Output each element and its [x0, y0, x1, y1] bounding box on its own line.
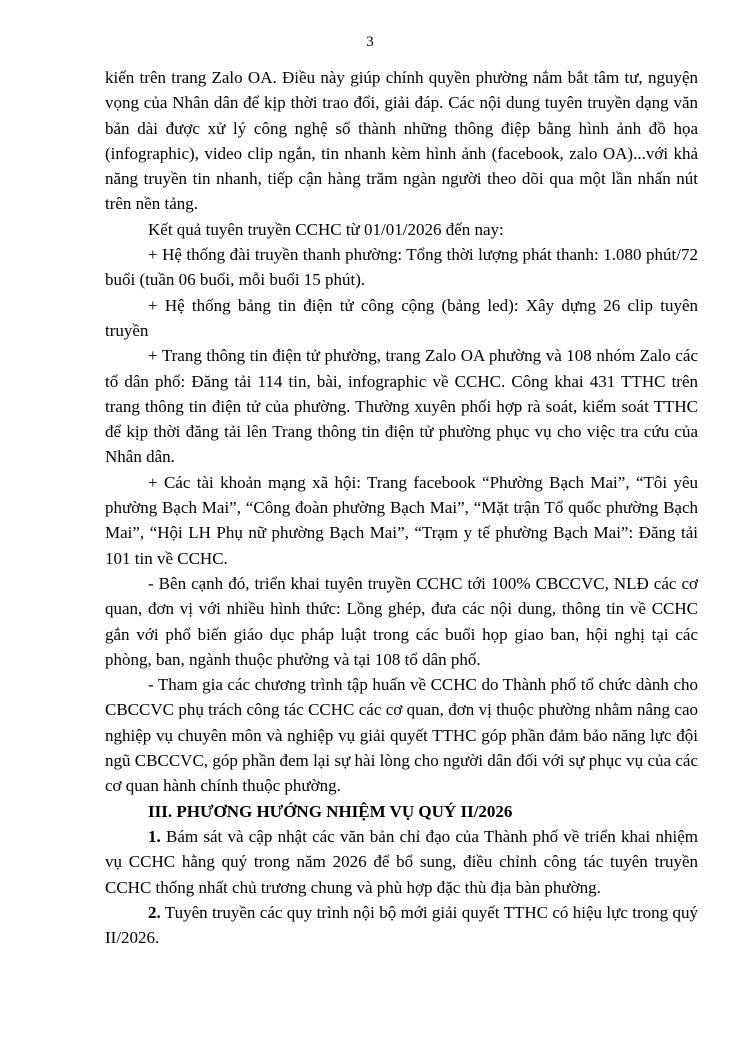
task-item-2	[105, 900, 698, 951]
paragraph-website-zalo: + Trang thông tin điện tử phường, trang Zalo OA phường và 108 nhóm Zalo các tổ dân phố: Đăng tải 114 tin, bài, infographic về CCHC. Công khai 431 TTHC trên trang thông tin điện tử của phường. Thường xuyên phối hợp rà soát, kiểm soát TTHC để kịp thời đăng tải lên Trang thông tin điện tử phường phục vụ cho việc tra cứu của Nhân dân.	[105, 346, 698, 467]
paragraph-results-intro: Kết quả tuyên truyền CCHC từ 01/01/2026 đến nay:	[148, 219, 504, 239]
paragraph-radio-system: + Hệ thống đài truyền thanh phường: Tổng thời lượng phát thanh: 1.080 phút/72 buổi (tuần 06 buổi, mỗi buổi 15 phút).	[105, 245, 698, 290]
task-text-1: Bám sát và cập nhật các văn bản chỉ đạo của Thành phố về triển khai nhiệm vụ CCHC hằng quý trong năm 2026 để bổ sung, điều chỉnh công tác tuyên truyền CCHC thống nhất chủ trương chung và phù hợp đặc thù địa bàn phường.	[105, 826, 698, 897]
task-number-1: 1.	[148, 826, 161, 846]
document-body	[105, 65, 698, 950]
task-text-2: Tuyên truyền các quy trình nội bộ mới giải quyết TTHC có hiệu lực trong quý II/2026.	[105, 902, 698, 948]
paragraph-social-accounts: + Các tài khoản mạng xã hội: Trang facebook “Phường Bạch Mai”, “Tôi yêu phường Bạch Mai”, “Công đoàn phường Bạch Mai”, “Mặt trận Tổ quốc phường Bạch Mai”, “Hội LH Phụ nữ phường Bạch Mai”, “Trạm y tế phường Bạch Mai”: Đăng tải 101 tin về CCHC.	[105, 472, 698, 568]
page-number: 3	[366, 34, 374, 50]
paragraph-zalo-oa: kiến trên trang Zalo OA. Điều này giúp chính quyền phường nắm bắt tâm tư, nguyện vọng của Nhân dân để kịp thời trao đổi, giải đáp. Các nội dung tuyên truyền dạng văn bản dài được xử lý công nghệ số thành những thông điệp bằng hình ảnh đồ họa (infographic), video clip ngắn, tin nhanh kèm hình ảnh (facebook, zalo OA)...với khả năng truyền tin nhanh, tiếp cận hàng trăm ngàn người theo dõi qua một lần nhấn nút trên nền tảng.	[105, 68, 698, 214]
paragraph-staff-propaganda: - Bên cạnh đó, triển khai tuyên truyền CCHC tới 100% CBCCVC, NLĐ các cơ quan, đơn vị với nhiều hình thức: Lồng ghép, đưa các nội dung, thông tin về CCHC gắn với phổ biến giáo dục pháp luật trong các buổi họp giao ban, hội nghị tại các phòng, ban, ngành thuộc phường và tại 108 tổ dân phố.	[105, 573, 698, 669]
paragraph-led-board: + Hệ thống bảng tin điện tử công cộng (bảng led): Xây dựng 26 clip tuyên truyền	[105, 295, 698, 340]
paragraph-training: - Tham gia các chương trình tập huấn về CCHC do Thành phố tổ chức dành cho CBCCVC phụ trách công tác CCHC các cơ quan, đơn vị thuộc phường nhằm nâng cao nghiệp vụ chuyên môn và nghiệp vụ giải quyết TTHC góp phần đảm bảo năng lực đội ngũ CBCCVC, góp phần đem lại sự hài lòng cho người dân đối với sự phục vụ của các cơ quan hành chính thuộc phường.	[105, 675, 698, 796]
task-number-2: 2.	[148, 902, 161, 922]
section-heading: III. PHƯƠNG HƯỚNG NHIỆM VỤ QUÝ II/2026	[148, 801, 513, 821]
task-item-1	[105, 824, 698, 900]
